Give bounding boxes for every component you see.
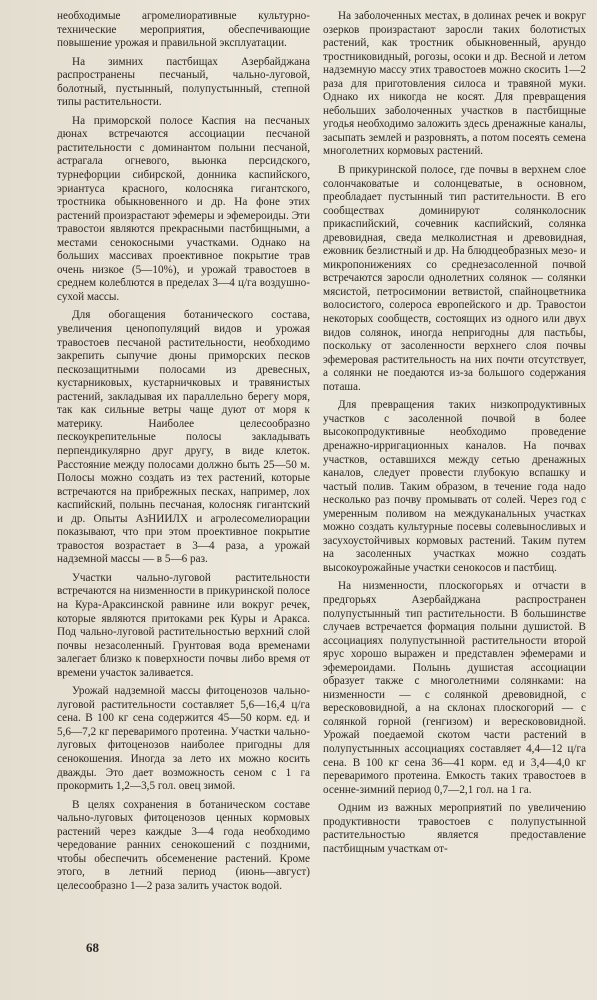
right-column <box>323 10 586 861</box>
paragraph: Одним из важных мероприятий по увеличению продуктивности травостоев с полупустынной растительностью является предоставление пастбищным участкам от- <box>323 802 586 855</box>
paragraph: На зимних пастбищах Азербайджана распространены песчаный, чально-луговой, болотный, пустынный, полупустынный, степной типы растительности. <box>57 55 310 109</box>
paragraph: На заболоченных местах, в долинах речек и вокруг озерков произрастают заросли таких болотистых растений, как тростник обыкновенный, арундо тростниковидный, рогозы, осоки и др. Весной и летом надземную массу этих травостоев можно скосить 1—2 раза для приготовления силоса и травяной муки. Однако их никогда не косят. Для превращения небольших заболоченных участков в пастбищные угодья необходимо заложить здесь дренажные каналы, засыпать землей и разровнять, а потом посеять семена многолетних кормовых растений. <box>323 10 586 158</box>
paragraph: Участки чально-луговой растительности встречаются на низменности в прикуринской полосе на Кура-Араксинской равнине или вокруг речек, которые являются притоками рек Куры и Аракса. Под чально-луговой растительностью верхний слой почвы незасоленный. Грунтовая вода временами залегает близко к поверхности почвы либо время от времени участок заливается. <box>57 571 310 679</box>
paragraph: необходимые агромелиоративные культурно-технические мероприятия, обеспечивающие повышение урожая и правильной эксплуатации. <box>57 10 310 50</box>
left-column <box>57 10 310 898</box>
paragraph: На низменности, плоскогорьях и отчасти в предгорьях Азербайджана распространен полупустынный тип растительности. В большинстве случаев встречается формация полыни душистой. В ассоциациях полупустынной растительности второй ярус хорошо выражен и представлен эфемерами и эфемероидами. Полынь душистая ассоциации образует также с многолетними солянками: на низменности — с солянкой древовидной, с верескововидной, а на склонах плоскогорий — с солянкой горной (генгизом) и верескововидной. Урожай поедаемой скотом части растений в полупустынных ассоциациях составляет 4,4—12 ц/га сена. В 100 кг сена 36—41 корм. ед и 3,4—4,0 кг переваримого протеина. Емкость таких травостоев в осенне-зимний период 0,7—2,1 гол. на 1 га. <box>323 580 586 796</box>
paragraph: Для превращения таких низкопродуктивных участков с засоленной почвой в более высокопродуктивные необходимо проведение дренажно-ирригационных каналов. На почвах участков, оставшихся между сетью дренажных каналов, следует провести глубокую вспашку и частый полив. Таким образом, в течение года надо несколько раз почву промывать от солей. Через год с умеренным поливом на междуканальных участках можно создать культурные посевы солевыносливых и засухоустойчивых кормовых растений. Таким путем на засоленных участках можно создать высокоурожайные участки сенокосов и пастбищ. <box>323 399 586 574</box>
paragraph: Урожай надземной массы фитоценозов чально-луговой растительности составляет 5,6—16,4 ц/га сена. В 100 кг сена содержится 45—50 корм. ед. и 5,6—7,2 кг переваримого протеина. Участки чально-луговых фитоценозов наиболее пригодны для сенокошения. Иногда за лето их можно косить дважды. Это дает возможность сеном с 1 га прокормить 1,2—3,5 гол. овец зимой. <box>57 685 310 793</box>
paragraph: На приморской полосе Каспия на песчаных дюнах встречаются ассоциации песчаной растительности с доминантом полыни песчаной, астрагала огневого, вьюнка персидского, турнефорции сибирской, донника каспийского, эриантуса красного, колосняка гигантского, тростника обыкновенного и др. На фоне этих растений произрастают эфемеры и эфемероиды. Эти травостои являются прекрасными пастбищными, а местами сенокосными участками. Однако на больших массивах проективное покрытие трав очень низкое (5—10%), и урожай травостоев в среднем колеблются в пределах 3—4 ц/га воздушно-сухой массы. <box>57 114 310 303</box>
paragraph: Для обогащения ботанического состава, увеличения ценопопуляций видов и урожая травостоев песчаной растительности, необходимо закрепить сыпучие дюны приморских песков пескозащитными полосами из древесных, кустарниковых, кустарничковых и травянистых растений, закладывая их параллельно берегу моря, так как сильные ветры чаще дуют от моря к материку. Наиболее целесообразно пескоукрепительные полосы закладывать перпендикулярно друг другу, в виде клеток. Расстояние между полосами должно быть 25—50 м. Полосы можно создать из тех растений, которые встречаются на прибрежных песках, например, лох каспийский, полынь песчаная, колосняк гигантский и др. Опыты АзНИИЛХ и агролесомелиорации показывают, что при этом проективное покрытие травостоя возрастает в 3—4 раза, а урожай надземной массы — в 5—6 раз. <box>57 309 310 566</box>
paragraph: В целях сохранения в ботаническом составе чально-луговых фитоценозов ценных кормовых растений через каждые 3—4 года необходимо чередование ранних сенокошений с поздними, чтобы обеспечить обсеменение растений. Кроме этого, в летний период (июнь—август) целесообразно 1—2 раза залить участок водой. <box>57 798 310 892</box>
paragraph: В прикуринской полосе, где почвы в верхнем слое солончаковатые и солонцеватые, в основном, преобладает пустынный тип растительности. В его сообществах доминируют солянколосник прикаспийский, сочевник каспийский, солянка древовидная, сведа мелколистная и древовидная, ежовник безлистный и др. На блюдцеобразных мезо- и микропонижениях со среднезасоленной почвой встречаются заросли однолетних солянок — солянки мясистой, петросимонии ветвистой, спайноцветника волосистого, солероса европейского и др. Травостои некоторых сообществ, состоящих из одного или двух видов солянок, иногда непригодны для пастьбы, поскольку от засоленности верхнего слоя почвы эфемеровая растительность на них почти отсутствует, а солянки не поедаются из-за большого содержания поташа. <box>323 164 586 393</box>
page-number: 68 <box>86 940 99 955</box>
